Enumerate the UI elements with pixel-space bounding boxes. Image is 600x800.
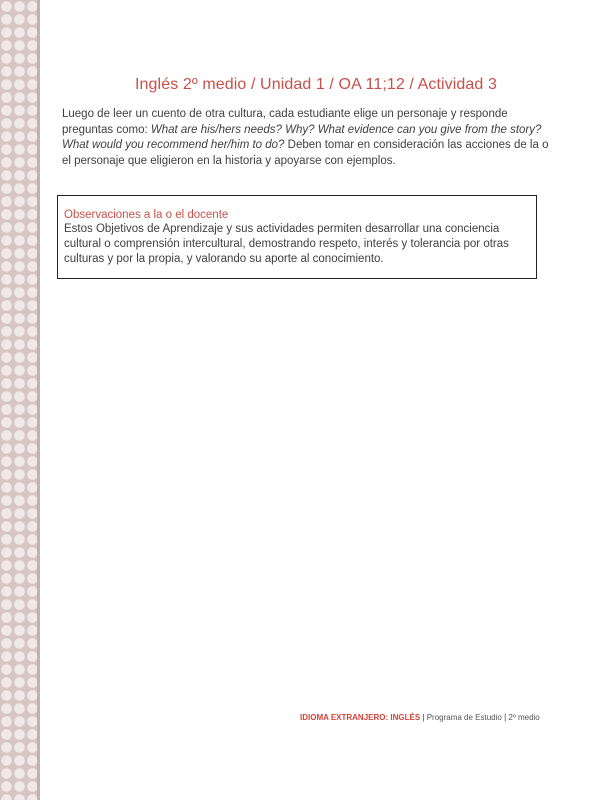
footer-program: Programa de Estudio xyxy=(426,713,502,722)
footer-separator: | xyxy=(420,713,427,722)
decorative-side-strip xyxy=(0,0,40,800)
page-title: Inglés 2º medio / Unidad 1 / OA 11;12 / Actividad 3 xyxy=(135,76,497,93)
intro-line-2-italic: What are his/hers needs? Why? What evidence can you give from the story? xyxy=(150,123,542,136)
footer-grade: 2º medio xyxy=(508,713,540,722)
intro-line-2-plain: preguntas como: xyxy=(62,123,151,136)
intro-line-3-italic: What would you recommend her/him to do? xyxy=(62,139,285,151)
teacher-observations-box xyxy=(57,195,537,279)
page-footer xyxy=(300,713,575,722)
observations-title: Observaciones a la o el docente xyxy=(64,209,229,221)
footer-separator-2: | xyxy=(501,713,509,722)
footer-subject: IDIOMA EXTRANJERO: INGLÉS xyxy=(300,713,421,722)
activity-description xyxy=(62,107,562,169)
intro-line-1: Luego de leer un cuento de otra cultura, cada estudiante elige un personaje y responde xyxy=(62,108,508,120)
strip-pattern xyxy=(0,0,40,800)
observations-text: Estos Objetivos de Aprendizaje y sus actividades permiten desarrollar una conciencia cultural o comprensión intercultural, demostrando respeto, interés y tolerancia por otras culturas y por la propia, y valorando su aporte al conocimiento. xyxy=(64,223,509,265)
intro-line-4: el personaje que eligieron en la historia y apoyarse con ejemplos. xyxy=(62,154,396,167)
strip-edge xyxy=(37,0,40,800)
intro-line-3-plain: Deben tomar en consideración las acciones de la o xyxy=(284,139,549,151)
